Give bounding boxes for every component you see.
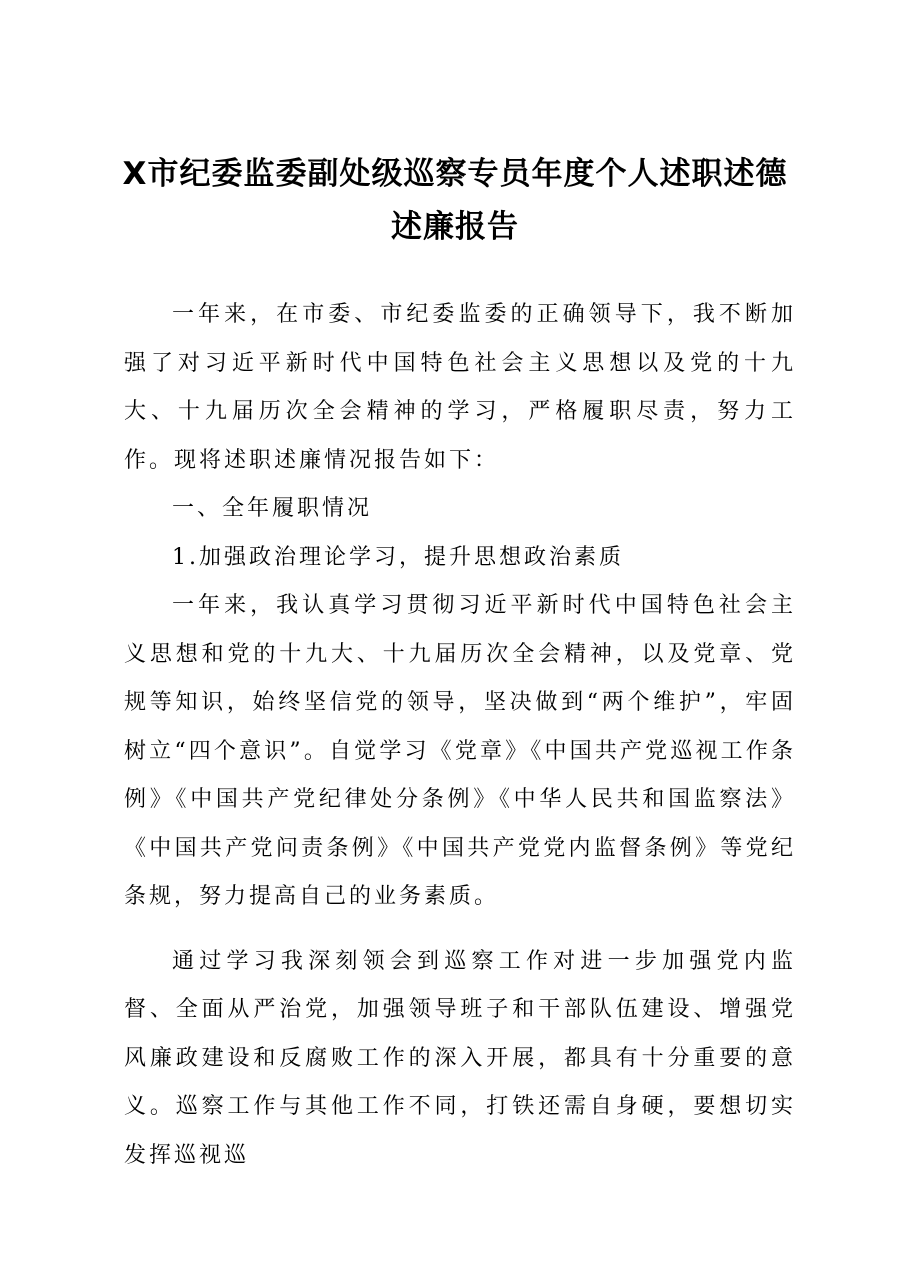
section-heading: 一、全年履职情况 (172, 496, 373, 521)
subsection-heading: 1.加强政治理论学习，提升思想政治素质 (172, 544, 624, 570)
document-title: X市纪委监委副处级巡察专员年度个人述职述德述廉报告 (122, 156, 788, 245)
inspection-paragraph: 通过学习我深刻领会到巡察工作对进一步加强党内监督、全面从严治党，加强领导班子和干部队伍建设、增强党风廉政建设和反腐败工作的深入开展，都具有十分重要的意义。巡察工作与其他工作不同，打铁还需自身硬，要想切实发挥巡视巡 (124, 948, 796, 1168)
document-body (124, 291, 796, 1180)
intro-paragraph: 一年来，在市委、市纪委监委的正确领导下，我不断加强了对习近平新时代中国特色社会主义思想以及党的十九大、十九届历次全会精神的学习，严格履职尽责，努力工作。现将述职述廉情况报告如下： (124, 302, 796, 473)
study-paragraph: 一年来，我认真学习贯彻习近平新时代中国特色社会主义思想和党的十九大、十九届历次全会精神，以及党章、党规等知识，始终坚信党的领导，坚决做到“两个维护”，牢固树立“四个意识”。自觉学习《党章》《中国共产党巡视工作条例》《中国共产党纪律处分条例》《中华人民共和国监察法》《中国共产党问责条例》《中国共产党党内监督条例》等党纪条规，努力提高自己的业务素质。 (124, 593, 796, 909)
